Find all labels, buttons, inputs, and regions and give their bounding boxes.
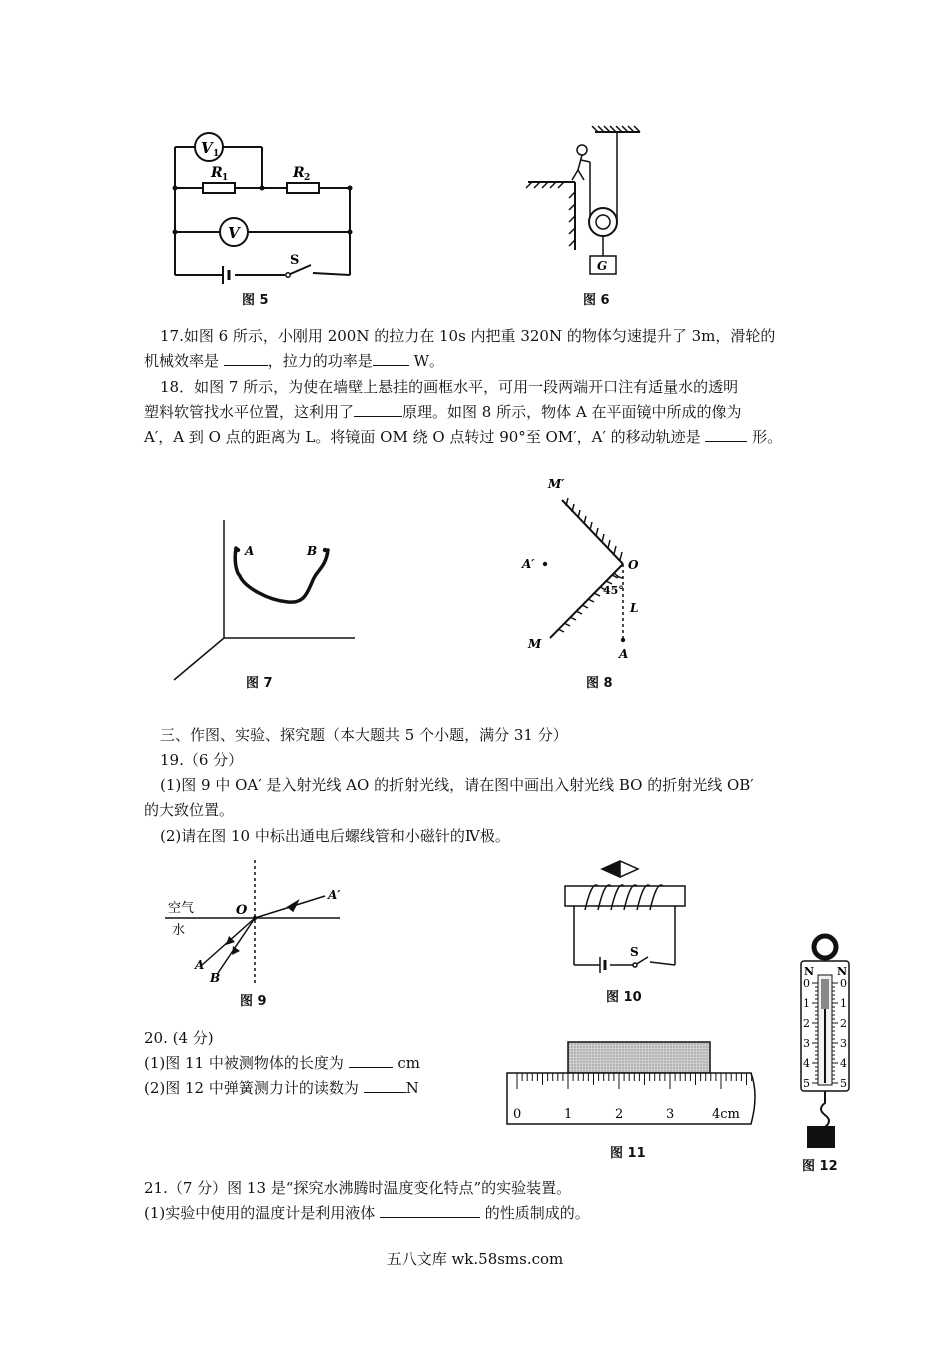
ruler-tick-3: 3	[666, 1107, 675, 1122]
figure-9-caption: 图 9	[240, 994, 267, 1009]
q18-blank-principle[interactable]	[354, 400, 402, 417]
figure-6-pulley	[520, 122, 650, 277]
scale-label-left: 4	[803, 1057, 810, 1070]
hanging-weight	[807, 1126, 835, 1148]
q19-part-2: (2)请在图 10 中标出通电后螺线管和小磁针的Ⅳ极。	[160, 827, 510, 845]
q18-line-3: A′，A 到 O 点的距离为 L。将镜面 OM 绕 O 点转过 90°至 OM′，A′ 的移动轨迹是 形。	[144, 425, 782, 449]
weight-label: G	[597, 259, 608, 273]
q17-blank-efficiency[interactable]	[224, 349, 268, 366]
figure-5-circuit	[165, 125, 365, 285]
fig9-air-label: 空气	[168, 901, 195, 916]
figure-9-refraction	[160, 855, 360, 985]
q20-part-1: (1)图 11 中被测物体的长度为 cm	[144, 1051, 420, 1075]
pulley-icon	[589, 208, 617, 236]
fig9-water-label: 水	[172, 923, 186, 938]
scale-label-left: 5	[803, 1077, 810, 1090]
resistor-r2-icon	[287, 183, 319, 193]
q21-heading: 21.（7 分）图 13 是“探究水沸腾时温度变化特点”的实验装置。	[144, 1179, 572, 1197]
figure-5-caption: 图 5	[242, 293, 269, 308]
q20-part-2: (2)图 12 中弹簧测力计的读数为 N	[144, 1076, 419, 1100]
q19-heading: 19.（6 分）	[160, 751, 244, 769]
fig9-b: B	[210, 971, 221, 985]
scale-n-left: N	[804, 965, 815, 978]
v-label: V	[228, 224, 240, 242]
fig8-m-prime: M′	[548, 477, 565, 491]
q20-blank-length[interactable]	[349, 1051, 393, 1068]
figure-11-ruler	[505, 1040, 760, 1128]
q18-line-1: 18．如图 7 所示，为使在墙壁上悬挂的画框水平，可用一段两端开口注有适量水的透明	[160, 378, 739, 396]
figure-12-caption: 图 12	[802, 1159, 838, 1174]
q21-part-1: (1)实验中使用的温度计是利用液体 的性质制成的。	[144, 1201, 590, 1225]
v1-label: V	[201, 139, 213, 157]
figure-8-mirror	[520, 472, 660, 667]
r1-label: R	[211, 165, 223, 181]
q17-line-2: 机械效率是 ，拉力的功率是 W。	[144, 349, 444, 373]
ruler-tick-0: 0	[513, 1107, 522, 1122]
r2-label: R	[293, 165, 305, 181]
figure-10-solenoid	[560, 852, 690, 972]
figure-10-caption: 图 10	[606, 990, 642, 1005]
fig7-point-a: A	[245, 544, 255, 558]
q20-heading: 20. (4 分)	[144, 1029, 214, 1047]
figure-7-tube	[170, 510, 360, 685]
ruler-tick-2: 2	[615, 1107, 624, 1122]
scale-label-right: 2	[840, 1017, 847, 1030]
fig8-m: M	[528, 637, 542, 651]
fig8-a: A	[619, 647, 629, 661]
measured-object	[568, 1042, 710, 1073]
fig9-a: A	[195, 958, 205, 972]
section-3-heading: 三、作图、实验、探究题（本大题共 5 个小题，满分 31 分）	[160, 726, 568, 744]
r1-sub: 1	[222, 173, 229, 183]
scale-n-right: N	[837, 965, 848, 978]
r2-sub: 2	[304, 173, 311, 183]
scale-label-left: 3	[803, 1037, 810, 1050]
figure-8-caption: 图 8	[586, 676, 613, 691]
v1-sub: 1	[213, 149, 220, 159]
q19-part-1b: 的大致位置。	[144, 801, 235, 819]
scale-label-right: 1	[840, 997, 847, 1010]
fig8-o: O	[628, 558, 639, 572]
q18-line-2: 塑料软管找水平位置，这利用了 原理。如图 8 所示，物体 A 在平面镜中所成的像为	[144, 400, 741, 424]
scale-label-right: 4	[840, 1057, 847, 1070]
fig10-switch-label: S	[630, 945, 639, 959]
figure-6-caption: 图 6	[583, 293, 610, 308]
fig9-a-prime: A′	[328, 888, 341, 902]
scale-label-left: 2	[803, 1017, 810, 1030]
scale-label-right: 5	[840, 1077, 847, 1090]
scale-label-left: 1	[803, 997, 810, 1010]
figure-11-caption: 图 11	[610, 1146, 646, 1161]
q19-part-1a: (1)图 9 中 OA′ 是入射光线 AO 的折射光线，请在图中画出入射光线 BO 的折射光线 OB′	[160, 776, 754, 794]
ruler-tick-1: 1	[564, 1107, 573, 1122]
scale-label-left: 0	[803, 977, 810, 990]
q21-blank-property[interactable]	[380, 1201, 480, 1218]
q17-blank-power[interactable]	[373, 349, 409, 366]
fig9-o: O	[236, 903, 248, 918]
figure-12-spring-scale	[795, 933, 855, 1153]
resistor-r1-icon	[203, 183, 235, 193]
page-footer: 五八文库 wk.58sms.com	[386, 1250, 564, 1268]
q18-blank-shape[interactable]	[705, 425, 747, 442]
switch-label: S	[290, 253, 300, 268]
fig8-l: L	[630, 601, 639, 615]
q17-line-1: 17.如图 6 所示，小刚用 200N 的拉力在 10s 内把重 320N 的物体匀速提升了 3m，滑轮的	[160, 327, 776, 345]
scale-label-right: 3	[840, 1037, 847, 1050]
figure-7-caption: 图 7	[246, 676, 273, 691]
fig8-angle: 45°	[603, 584, 624, 597]
scale-label-right: 0	[840, 977, 847, 990]
fig7-point-b: B	[307, 544, 318, 558]
fig8-a-prime: A′	[522, 557, 535, 571]
q20-blank-force[interactable]	[364, 1076, 406, 1093]
ruler-tick-4cm: 4cm	[712, 1107, 740, 1122]
